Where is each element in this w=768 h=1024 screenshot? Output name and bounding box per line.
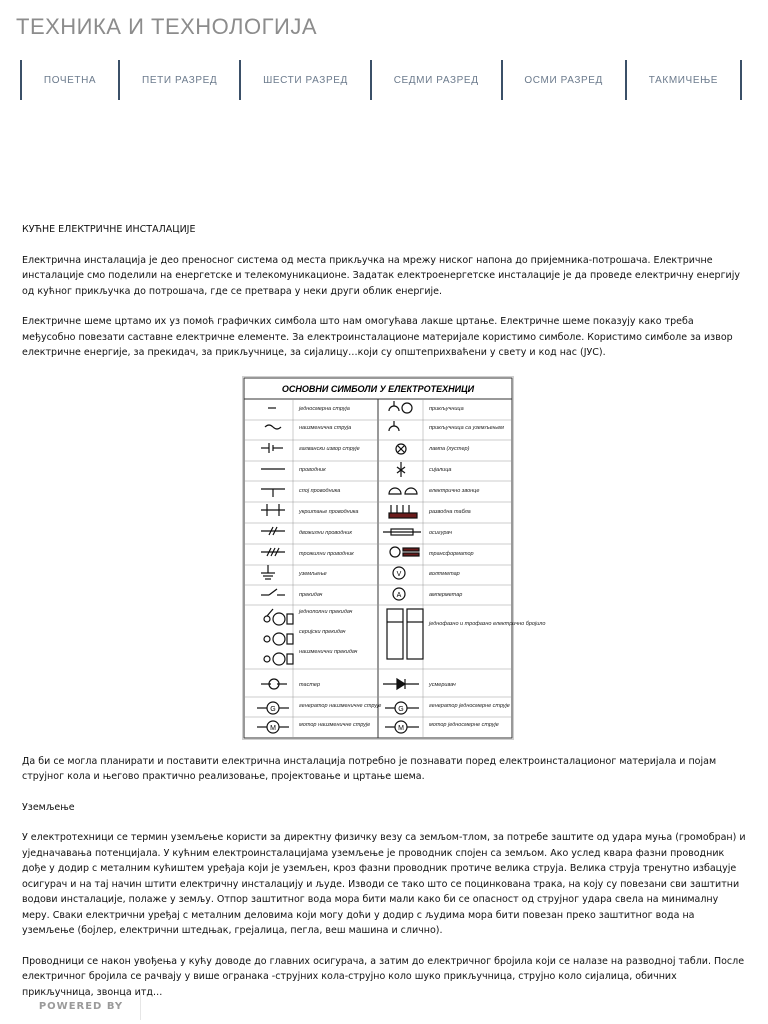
symbol-label-left: двожилни проводник: [299, 529, 352, 536]
symbol-label-right: усмеривач: [429, 681, 456, 688]
nav-item-grade-6[interactable]: ШЕСТИ РАЗРЕД: [241, 60, 372, 100]
symbol-label-right: осигурач: [429, 529, 452, 536]
symbol-label-right: прикључница са уземљењем: [429, 424, 504, 431]
symbol-label-right: једнофазно и трофазно електрично бројило: [429, 620, 546, 627]
symbol-label-left: мотор наизменичне струје: [299, 721, 371, 728]
symbol-label-left: спој проводника: [299, 487, 341, 494]
symbol-label-left: укрштање проводника: [299, 508, 359, 515]
motor-letter-left: M: [270, 724, 276, 732]
symbol-label-left: тастер: [299, 681, 321, 688]
paragraph-grounding: У електротехници се термин уземљење користи за директну физичку везу са земљом-тлом, за потребе заштите од удара муња (громобран) и уједначавања потенцијала. У кућним електроинсталацијама уземљење је проводник спојен са земљом. Ако услед квара фазни проводник дође у додир с металним кућиштем уређаја који је уземљен, кроз фазни проводник протиче велика струја. Велика струја тренутно избацује осигурач и на тај начин штити електричну инсталацију и људе. Изводи се тако што се поцинкована трака, на коју су повезани сви заштитни водови инсталације, полаже у земљу. Отпор заштитног вода мора бити мали како би се опасност од струјног удара свела на минималну меру. Сваки електрични уређај с металним деловима који могу доћи у додир с људима мора бити повезан преко заштитног вода на уземљење (бојлер, електрични штедњак, грејалица, пегла, веш машина и слично).: [22, 832, 746, 936]
nav-item-home[interactable]: ПОЧЕТНА: [20, 60, 120, 100]
symbol-label-left: наизменични прекидач: [299, 648, 358, 655]
symbols-table-svg: [243, 377, 546, 739]
generator-letter-left: G: [270, 705, 276, 713]
nav-item-grade-8[interactable]: ОСМИ РАЗРЕД: [503, 60, 627, 100]
nav-item-competition[interactable]: ТАКМИЧЕЊЕ: [627, 60, 742, 100]
site-title[interactable]: ТЕХНИКА И ТЕХНОЛОГИЈА: [16, 14, 318, 39]
symbol-label-left: галвански извор струје: [299, 445, 360, 452]
symbol-label-right: амперметар: [429, 591, 463, 598]
paragraph-conductors: Проводници се након увођења у кућу доводе до главних осигурача, а затим до електричног бројила који се налазе на разводној табли. После електричног бројила се рачвају у више огранака -струјних кола-струјно коло шуко прикључница, струјно коло сијалица, обичних прикључница, звонца итд…: [22, 955, 745, 998]
powered-by-badge[interactable]: POWERED BY: [22, 992, 141, 1020]
symbol-label-left: уземљење: [299, 570, 327, 577]
symbol-label-left: једнополни прекидач: [299, 608, 353, 615]
generator-letter-right: G: [398, 705, 404, 713]
symbol-label-right: електрично звонце: [429, 487, 480, 494]
symbol-label-left: наизменична струја: [299, 424, 352, 431]
motor-letter-right: M: [398, 724, 404, 732]
figure-title: ОСНОВНИ СИМБОЛИ У ЕЛЕКТРОТЕХНИЦИ: [281, 383, 475, 394]
symbol-label-right: генератор једносмерне струје: [429, 702, 510, 709]
nav-item-grade-7[interactable]: СЕДМИ РАЗРЕД: [372, 60, 503, 100]
symbols-figure: [242, 376, 546, 740]
symbol-label-left: проводник: [299, 466, 326, 473]
paragraph-schemes: Електричне шеме цртамо их уз помоћ графичких симбола што нам омогућава лакше цртање. Електричне шеме показују како треба међусобно повезати саставне електричне елементе. За електроинсталационе материјале користимо симболе. Користимо симболе за извор електричне енергије, за прекидач, за прикључнице, за сијалицу…који су општеприхваћени у свету и код нас (ЈУС).: [22, 316, 733, 358]
symbol-label-right: трансформатор: [429, 550, 474, 557]
symbol-label-right: мотор једносмерне струје: [429, 721, 499, 728]
symbol-label-right: прикључница: [429, 405, 464, 412]
symbol-label-left: једносмерна струја: [299, 405, 350, 412]
paragraph-intro: Електрична инсталација је део преносног система од места прикључка на мрежу ниског напона до пријемника-потрошача. Електричне инсталације смо поделили на енергетске и телекомуникационе. Задатак електроенергетске инсталације је да проведе електричну енергију од кућног прикључка до потрошача, где се претвара у неки други облик енергије.: [22, 254, 740, 297]
article-content: [22, 222, 748, 1015]
symbol-label-right: волтметар: [429, 570, 460, 577]
symbol-label-left: серијски прекидач: [299, 628, 346, 635]
ammeter-letter: A: [396, 591, 402, 599]
symbol-label-left: прекидач: [299, 591, 323, 598]
subheading-grounding: Уземљење: [22, 801, 75, 813]
symbol-label-left: трожилни проводник: [299, 550, 354, 557]
main-nav: [20, 60, 742, 100]
article-heading: КУЋНЕ ЕЛЕКТРИЧНЕ ИНСТАЛАЦИЈЕ: [22, 224, 196, 235]
nav-item-grade-5[interactable]: ПЕТИ РАЗРЕД: [120, 60, 241, 100]
paragraph-circuit: Да би се могла планирати и поставити електрична инсталација потребно је познавати поред електроинсталационог материјала и појам струјног кола и његово практично реализовање, пројектовање и цртање шема.: [22, 755, 717, 782]
voltmeter-letter: V: [396, 570, 402, 578]
symbol-label-right: лампа (лустер): [429, 445, 470, 452]
symbol-label-right: разводна табла: [429, 508, 471, 515]
symbol-label-right: сијалица: [429, 466, 452, 473]
symbol-label-left: генератор наизменичне струје: [299, 702, 382, 709]
